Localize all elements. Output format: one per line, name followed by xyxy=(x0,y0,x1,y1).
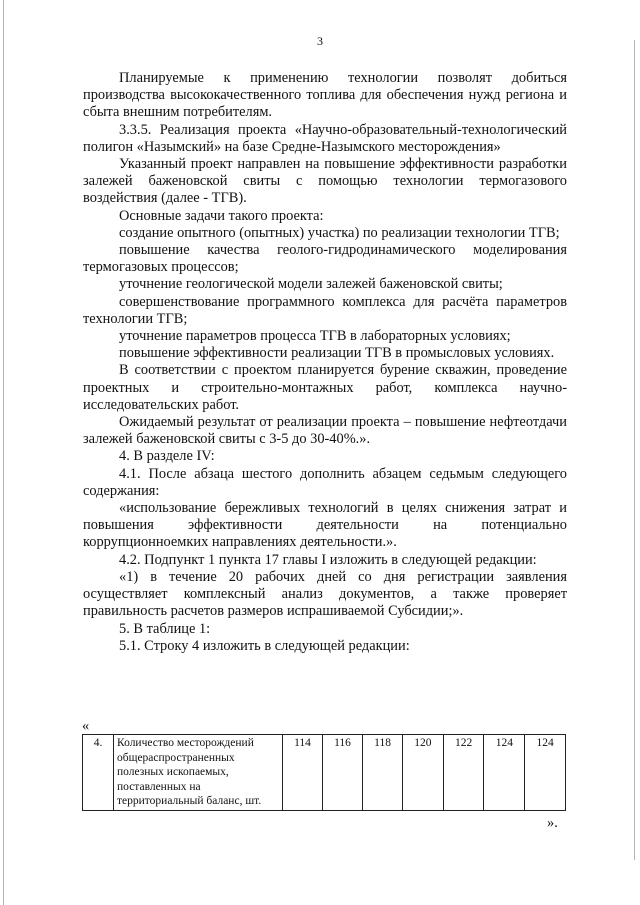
scan-edge-right xyxy=(634,40,635,860)
value-cell: 124 xyxy=(484,735,525,811)
value-cell: 116 xyxy=(323,735,363,811)
quoted-paragraph: «использование бережливых технологий в целях снижения затрат и повышения эффективности деятельности на потенциально коррупционноемких направлениях деятельности.». xyxy=(83,500,567,551)
paragraph: Основные задачи такого проекта: xyxy=(119,207,324,224)
paragraph: Указанный проект направлен на повышение эффективности разработки залежей баженовской свиты с помощью технологии термогазового воздействия (далее - ТГВ). xyxy=(83,156,567,207)
page-number: 3 xyxy=(317,34,323,48)
list-item: уточнение параметров процесса ТГВ в лабораторных условиях; xyxy=(119,328,511,345)
table-row-4 xyxy=(82,734,566,811)
list-item: повышение качества геолого-гидродинамического моделирования термогазовых процессов; xyxy=(83,242,567,276)
value-cell: 122 xyxy=(443,735,484,811)
paragraph: 4. В разделе IV: xyxy=(119,448,215,465)
table-row xyxy=(83,735,566,811)
value-cell: 114 xyxy=(283,735,323,811)
paragraph: Планируемые к применению технологии позволят добиться производства высококачественного топлива для обеспечения нужд региона и сбыта внешним потребителям. xyxy=(83,70,567,121)
value-cell: 118 xyxy=(363,735,403,811)
paragraph: 5. В таблице 1: xyxy=(119,620,211,637)
paragraph: 4.1. После абзаца шестого дополнить абзацем седьмым следующего содержания: xyxy=(83,465,567,499)
list-item: совершенствование программного комплекса для расчёта параметров технологии ТГВ; xyxy=(83,293,567,327)
paragraph: Ожидаемый результат от реализации проекта – повышение нефтеотдачи залежей баженовской свиты с 3-5 до 30-40%.». xyxy=(83,414,567,448)
open-quote: « xyxy=(82,718,90,734)
list-item: создание опытного (опытных) участка) по реализации технологии ТГВ; xyxy=(119,224,560,241)
value-cell: 124 xyxy=(525,735,566,811)
list-item: уточнение геологической модели залежей баженовской свиты; xyxy=(119,276,503,293)
paragraph: 4.2. Подпункт 1 пункта 17 главы I изложить в следующей редакции: xyxy=(119,551,537,568)
paragraph: В соответствии с проектом планируется бурение скважин, проведение проектных и строительно-монтажных работ, комплекса научно-исследовательских работ. xyxy=(83,362,567,413)
value-cell: 120 xyxy=(403,735,444,811)
row-label-cell: Количество месторождений общераспространенных полезных ископаемых, поставленных на территориальный баланс, шт. xyxy=(114,735,283,811)
close-quote: ». xyxy=(547,815,558,831)
row-number-cell: 4. xyxy=(83,735,114,811)
scan-edge-left xyxy=(3,0,4,905)
paragraph: 5.1. Строку 4 изложить в следующей редакции: xyxy=(119,637,410,654)
section-heading: 3.3.5. Реализация проекта «Научно-образовательный-технологический полигон «Назымский» на базе Средне-Назымского месторождения» xyxy=(83,121,567,155)
quoted-paragraph: «1) в течение 20 рабочих дней со дня регистрации заявления осуществляет комплексный анализ документов, а также проверяет правильность расчетов размеров испрашиваемой Субсидии;». xyxy=(83,568,567,620)
document-body xyxy=(83,70,567,655)
list-item: повышение эффективности реализации ТГВ в промысловых условиях. xyxy=(119,345,555,362)
